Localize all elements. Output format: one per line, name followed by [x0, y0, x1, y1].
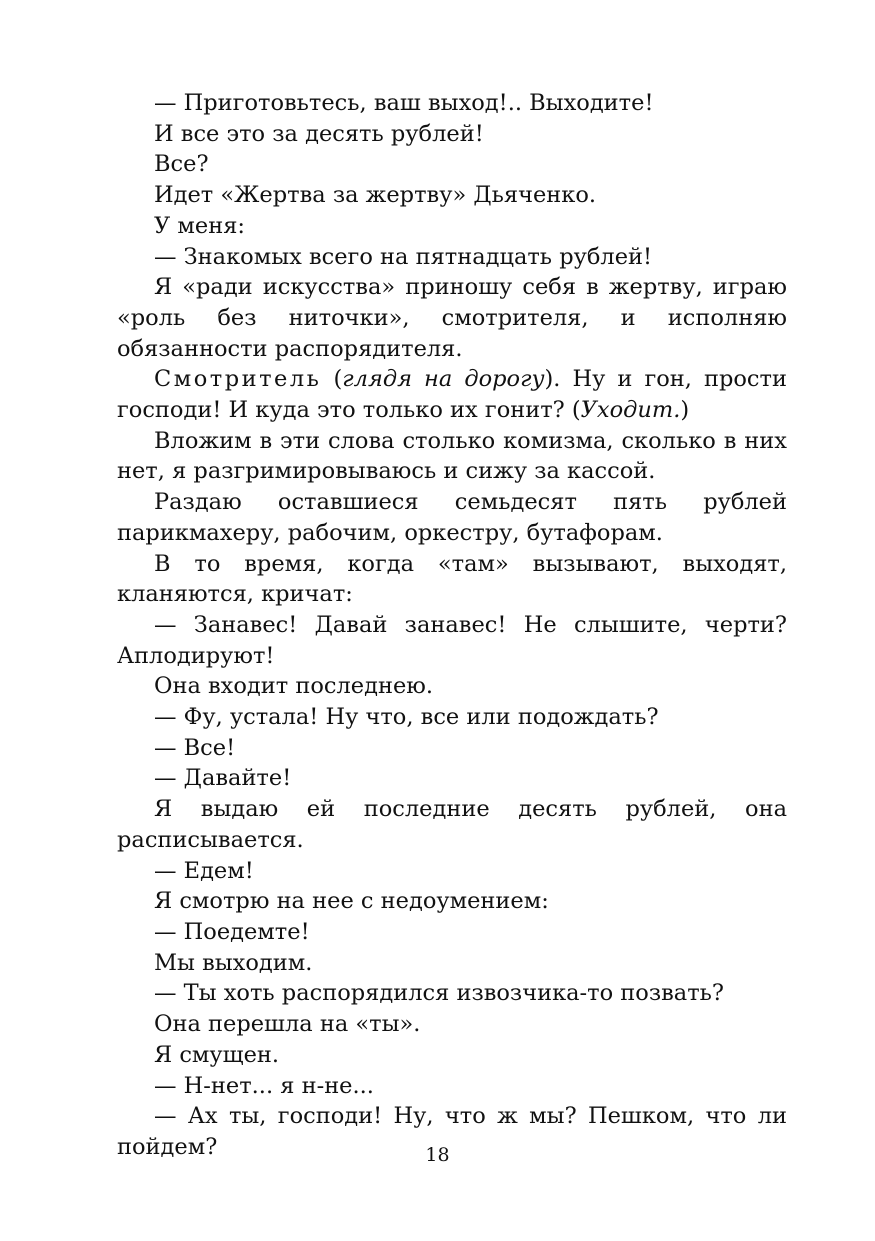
paragraph-21: — Ты хоть распорядился извозчика-то позвать? — [154, 980, 724, 1007]
paragraph-7: Я «ради искусства» приношу себя в жертву, играю «роль без ниточки», смотрителя, и исполняю обязанности распорядителя. — [117, 274, 787, 362]
paragraph-25: — Ах ты, господи! Ну, что ж мы? Пешком, что ли пойдем? — [117, 1103, 787, 1160]
stage-direction: глядя на дорогу — [342, 366, 545, 393]
paragraph-6: — Знакомых всего на пятнадцать рублей! — [154, 243, 653, 270]
paragraph-17: — Едем! — [154, 857, 254, 884]
stage-line — [117, 364, 787, 425]
paragraph-24: — Н-нет... я н-не... — [154, 1072, 374, 1099]
paragraph-18: Я смотрю на нее с недоумением: — [154, 888, 549, 915]
paragraph-19: — Поедемте! — [154, 918, 310, 945]
text-block — [117, 88, 787, 1163]
paragraph-8: Вложим в эти слова столько комизма, сколько в них нет, я разгримировываюсь и сижу за кассой. — [117, 427, 787, 485]
paragraph-1: — Приготовьтесь, ваш выход!.. Выходите! — [154, 90, 654, 116]
paragraph-14: — Все! — [154, 734, 236, 761]
paragraph-23: Я смущен. — [154, 1041, 280, 1068]
paragraph-10: В то время, когда «там» вызывают, выходят, кланяются, кричат: — [117, 550, 787, 608]
page-body — [117, 88, 787, 1163]
paragraph-4: Идет «Жертва за жертву» Дьяченко. — [154, 182, 597, 209]
speaker-name: Смотритель — [154, 366, 322, 393]
paragraph-2: И все это за десять рублей! — [154, 120, 484, 147]
paragraph-20: Мы выходим. — [154, 949, 313, 976]
paragraph-5: У меня: — [154, 212, 245, 239]
paragraph-11: — Занавес! Давай занавес! Не слышите, черти? Аплодируют! — [117, 611, 787, 669]
stage-close-paren: ) — [680, 397, 690, 424]
stage-open-paren: ( — [321, 366, 343, 393]
stage-speech: ). Ну и гон, прости господи! И куда это только их гонит? ( — [117, 366, 787, 424]
page-number: 18 — [425, 1144, 450, 1166]
paragraph-13: — Фу, устала! Ну что, все или подождать? — [154, 704, 659, 731]
paragraph-9: Раздаю оставшиеся семьдесят пять рублей парикмахеру, рабочим, оркестру, бутафорам. — [117, 489, 787, 546]
paragraph-3: Все? — [154, 151, 209, 178]
paragraph-16: Я выдаю ей последние десять рублей, она расписывается. — [117, 796, 787, 853]
paragraph-22: Она перешла на «ты». — [154, 1011, 421, 1038]
stage-exit: Уходит. — [580, 397, 681, 424]
paragraph-15: — Давайте! — [154, 765, 292, 792]
paragraph-12: Она входит последнею. — [154, 673, 434, 700]
